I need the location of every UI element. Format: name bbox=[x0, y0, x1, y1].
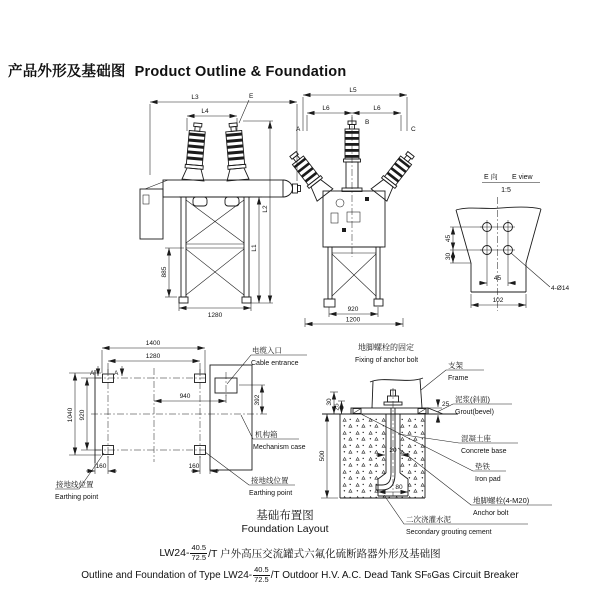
dim-160-left: 160 bbox=[95, 463, 107, 470]
dim-l3: L3 bbox=[191, 94, 199, 101]
section-mark-a2: A bbox=[114, 370, 119, 377]
dim-920: 920 bbox=[347, 306, 359, 313]
dim-l2: L2 bbox=[262, 205, 269, 213]
dim-160-mid: 160 bbox=[188, 463, 200, 470]
grout-en: Grout(bevel) bbox=[455, 409, 494, 416]
side-view-mechanism-box bbox=[140, 180, 168, 239]
frame-cn: 支架 bbox=[448, 361, 463, 370]
dim-940: 940 bbox=[179, 393, 191, 400]
secondary-cement-cn: 二次浇灌水泥 bbox=[406, 515, 451, 524]
e-view-scale: 1:5 bbox=[501, 187, 511, 194]
iron-pad-cn: 垫铁 bbox=[475, 462, 490, 471]
english-caption bbox=[0, 566, 600, 584]
secondary-cement-en: Secondary grouting cement bbox=[406, 529, 492, 536]
plan-dimensions-160 bbox=[86, 456, 219, 474]
phase-a-label: A bbox=[296, 126, 301, 133]
dim-500: 500 bbox=[319, 450, 326, 462]
dim-1200: 1200 bbox=[345, 316, 361, 324]
earthing-right-en: Earthing point bbox=[249, 490, 293, 497]
e-view-detail-drawing bbox=[440, 165, 600, 315]
dim-l5: L5 bbox=[349, 87, 357, 94]
page-title bbox=[8, 60, 346, 81]
front-view-bushing-b bbox=[342, 121, 362, 192]
dim-l6-right: L6 bbox=[373, 105, 381, 112]
dim-45-vert: 45 bbox=[445, 234, 452, 243]
side-view-support-stand bbox=[179, 197, 251, 303]
anchor-bolt-cn: 地脚螺栓(4-M20) bbox=[473, 496, 530, 505]
earthing-right-cn: 接地线位置 bbox=[251, 476, 289, 485]
page-title-en: Product Outline & Foundation bbox=[134, 64, 347, 80]
dim-920-plan: 920 bbox=[79, 409, 86, 421]
breaker-front-view-drawing bbox=[295, 85, 440, 330]
dim-30-vert: 30 bbox=[445, 252, 452, 261]
label-e: E bbox=[249, 93, 254, 100]
english-fraction-bottom: 72.5 bbox=[254, 574, 269, 584]
plan-label-cable-entrance bbox=[227, 345, 307, 384]
iron-pad-en: Iron pad bbox=[475, 476, 501, 483]
model-fraction bbox=[190, 544, 207, 562]
model-prefix: LW24- bbox=[159, 547, 190, 560]
dim-80: 80 bbox=[395, 484, 403, 491]
page-title-cn: 产品外形及基础图 bbox=[8, 64, 126, 80]
front-view-tank-cabinet bbox=[323, 191, 385, 247]
dim-1280-plan: 1280 bbox=[145, 353, 161, 360]
plan-label-earthing-right bbox=[205, 452, 295, 497]
earthing-left-en: Earthing point bbox=[55, 494, 99, 501]
dim-25-right: 25 bbox=[442, 401, 450, 408]
side-view-bushing-right bbox=[222, 122, 249, 181]
dim-20: 20 bbox=[389, 447, 397, 454]
english-suffix-1: /T Outdoor H.V. A.C. Dead Tank SF bbox=[270, 569, 428, 581]
e-view-dimensions bbox=[445, 227, 569, 308]
sf6-subscript: 6 bbox=[427, 570, 432, 580]
dim-885: 885 bbox=[161, 266, 168, 278]
model-fraction-bottom: 72.5 bbox=[191, 552, 207, 562]
front-view-bushing-c bbox=[371, 148, 419, 201]
dim-45-horz: 45 bbox=[493, 275, 502, 282]
plan-label-earthing-left bbox=[55, 453, 104, 501]
dim-30: 30 bbox=[326, 398, 333, 406]
dim-25-left: 25 bbox=[333, 403, 341, 411]
dim-392: 392 bbox=[254, 394, 261, 406]
breaker-side-view-drawing bbox=[135, 85, 310, 320]
dim-1400: 1400 bbox=[145, 340, 161, 347]
section-frame bbox=[370, 378, 423, 408]
side-view-dimensions bbox=[150, 93, 297, 319]
section-title bbox=[355, 342, 418, 364]
side-view-bushing-left bbox=[182, 122, 209, 181]
foundation-plan-drawing bbox=[55, 335, 335, 510]
foundation-layout-caption-cn: 基础布置图 bbox=[256, 510, 314, 522]
plan-grid bbox=[91, 368, 267, 463]
anchor-bolt-en: Anchor bolt bbox=[473, 510, 509, 517]
mechanism-case-cn: 机构箱 bbox=[255, 430, 278, 439]
model-caption bbox=[0, 544, 600, 562]
english-prefix: Outline and Foundation of Type LW24- bbox=[81, 569, 253, 581]
english-fraction-top: 40.5 bbox=[254, 565, 269, 574]
section-title-en: Fixing of anchor bolt bbox=[355, 357, 419, 364]
e-view-title-en: E view bbox=[512, 174, 533, 181]
side-view-tank bbox=[163, 180, 301, 206]
dim-l1: L1 bbox=[251, 244, 258, 252]
model-fraction-top: 40.5 bbox=[191, 543, 207, 552]
section-label-frame bbox=[421, 360, 484, 390]
model-suffix: /T 户外高压交流罐式六氟化硫断路器外形及基础图 bbox=[208, 547, 441, 560]
plan-label-mechanism-case bbox=[241, 415, 306, 451]
dim-1280: 1280 bbox=[207, 312, 223, 319]
phase-c-label: C bbox=[411, 126, 416, 133]
earthing-left-cn: 接地线位置 bbox=[56, 480, 94, 489]
frame-en: Frame bbox=[448, 375, 469, 382]
section-mark-a1: A bbox=[90, 370, 95, 377]
cable-entrance-cn: 电缆入口 bbox=[252, 346, 282, 355]
e-view-title-cn: E 向 bbox=[484, 174, 498, 181]
mechanism-case-en: Mechanism case bbox=[253, 444, 306, 451]
phase-b-label: B bbox=[365, 119, 370, 126]
plan-mechanism-case bbox=[210, 365, 252, 470]
grout-cn: 泥浆(斜面) bbox=[455, 395, 490, 404]
dim-1040: 1040 bbox=[67, 407, 74, 423]
cable-entrance-en: Cable entrance bbox=[251, 360, 299, 367]
foundation-layout-caption bbox=[210, 509, 360, 537]
dim-l6-left: L6 bbox=[322, 105, 330, 112]
section-title-cn: 地脚螺栓的固定 bbox=[358, 343, 414, 352]
front-view-support-stand bbox=[324, 247, 383, 307]
concrete-base-cn: 混凝土座 bbox=[461, 434, 491, 443]
english-suffix-2: Gas Circuit Breaker bbox=[431, 569, 519, 581]
plan-dimension-940 bbox=[154, 393, 226, 403]
dim-102: 102 bbox=[492, 297, 504, 304]
e-view-title bbox=[482, 172, 540, 194]
dim-4-holes: 4-Ø14 bbox=[551, 285, 570, 292]
concrete-base-en: Concrete base bbox=[461, 448, 507, 455]
foundation-layout-caption-en: Foundation Layout bbox=[241, 523, 329, 536]
english-fraction bbox=[253, 566, 270, 584]
section-base-plate-and-pads bbox=[322, 408, 458, 414]
dim-l4: L4 bbox=[201, 108, 209, 115]
